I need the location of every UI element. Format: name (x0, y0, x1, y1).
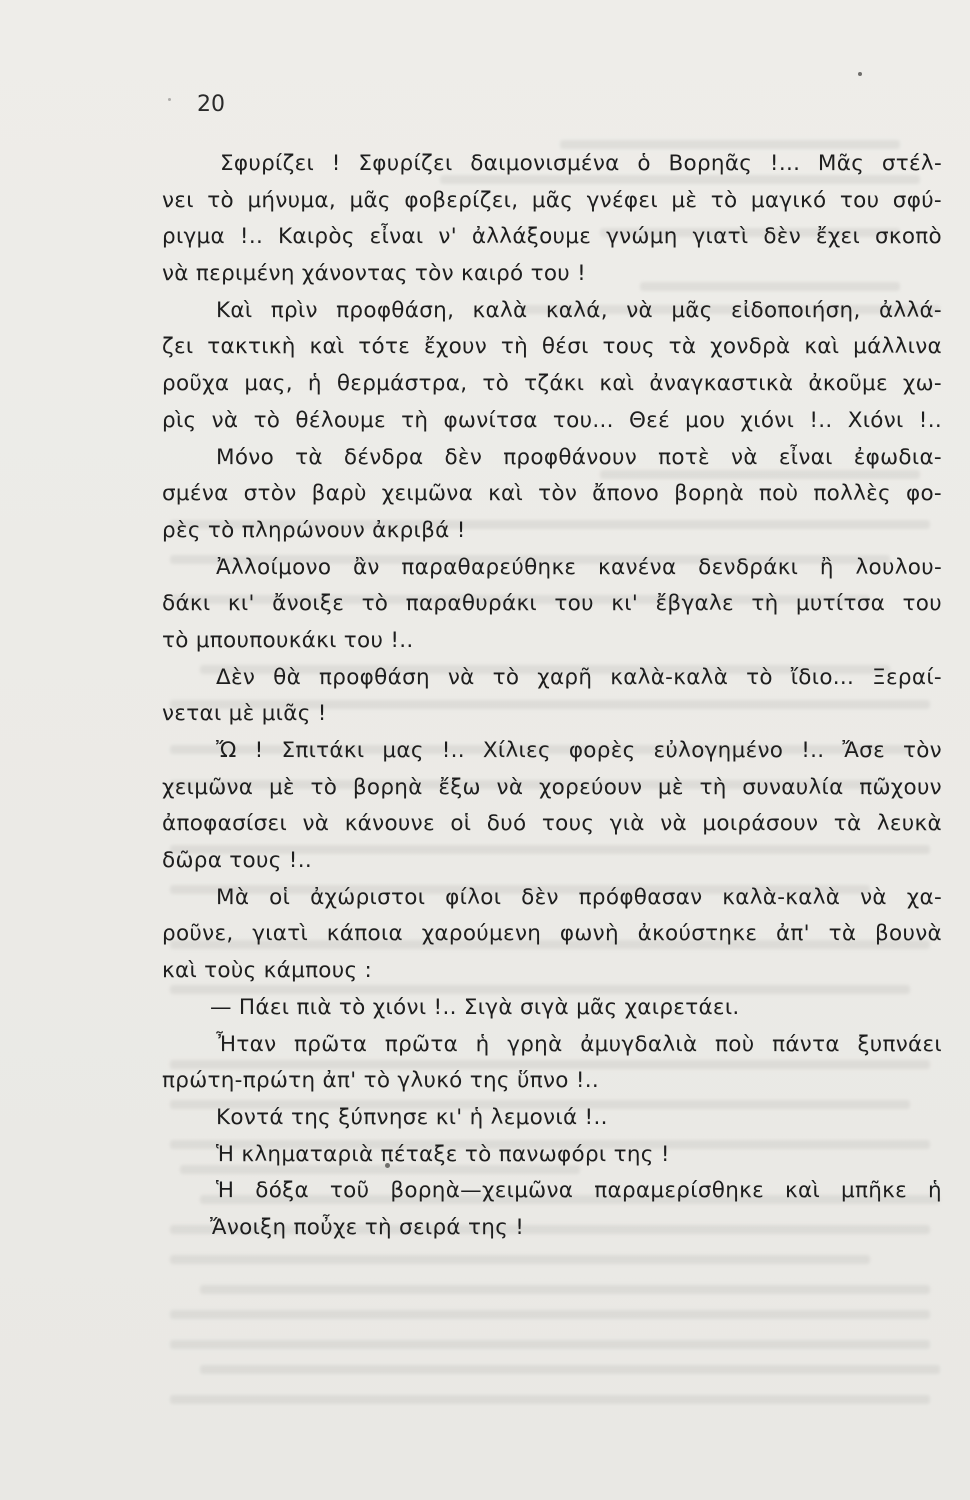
text-line: Δὲν θὰ προφθάση νὰ τὸ χαρῆ καλὰ-καλὰ τὸ ἴδιο... Ξεραί- (216, 664, 942, 690)
text-line: ριγμα !.. Καιρὸς εἶναι ν' ἀλλάξουμε γνώμη γιατὶ δὲν ἔχει σκοπὸ (162, 224, 942, 250)
text-line: δῶρα τους !.. (162, 848, 312, 874)
text-line: — Πάει πιὰ τὸ χιόνι !.. Σιγὰ σιγὰ μᾶς χαιρετάει. (210, 994, 740, 1020)
text-line: Ὤ ! Σπιτάκι μας !.. Χίλιες φορὲς εὐλογημένο !.. Ἄσε τὸν (216, 738, 942, 763)
text-line: Μόνο τὰ δένδρα δὲν προφθάνουν ποτὲ νὰ εἶναι ἐφωδια- (216, 444, 942, 470)
text-line: πρώτη-πρώτη ἀπ' τὸ γλυκό της ὕπνο !.. (162, 1068, 600, 1094)
text-line: νεται μὲ μιᾶς ! (162, 701, 327, 727)
bleed-through-mark (200, 1365, 940, 1374)
text-line: Ἀλλοίμονο ἂν παραθαρεύθηκε κανένα δενδράκι ἢ λουλου- (216, 554, 942, 580)
bleed-through-mark (170, 1255, 870, 1264)
text-line: ροῦχα μας, ἡ θερμάστρα, τὸ τζάκι καὶ ἀναγκαστικὰ ἀκοῦμε χω- (162, 371, 942, 397)
page-number: 20 (197, 92, 225, 117)
text-line: ρὲς τὸ πληρώνουν ἀκριβά ! (162, 517, 466, 543)
text-line: Κοντά της ξύπνησε κι' ἡ λεμονιά !.. (216, 1104, 608, 1130)
text-line: Ἡ κληματαριὰ πέταξε τὸ πανωφόρι της ! (216, 1141, 670, 1167)
text-line: Μὰ οἱ ἀχώριστοι φίλοι δὲν πρόφθασαν καλὰ-καλὰ νὰ χα- (216, 884, 942, 910)
text-line: δάκι κι' ἄνοιξε τὸ παραθυράκι του κι' ἔβγαλε τὴ μυτίτσα του (162, 591, 942, 617)
text-line: ροῦνε, γιατὶ κάποια χαρούμενη φωνὴ ἀκούστηκε ἀπ' τὰ βουνὰ (162, 921, 942, 947)
body-text (162, 146, 942, 1247)
paper-speck (858, 72, 862, 76)
bleed-through-mark (200, 1285, 930, 1294)
text-line: τὸ μπουπουκάκι του !.. (162, 627, 414, 653)
text-line: νει τὸ μήνυμα, μᾶς φοβερίζει, μᾶς γνέφει μὲ τὸ μαγικό του σφύ- (162, 187, 942, 213)
text-line: νὰ περιμένη χάνοντας τὸν καιρό του ! (162, 261, 587, 287)
text-line: ζει τακτικὴ καὶ τότε ἔχουν τὴ θέσι τους τὰ χονδρὰ καὶ μάλλινα (162, 334, 942, 360)
text-line: Ἦταν πρῶτα πρῶτα ἡ γρηὰ ἀμυγδαλιὰ ποὺ πάντα ξυπνάει (216, 1031, 942, 1057)
text-line: Ἄνοιξη ποὖχε τὴ σειρά της ! (210, 1214, 525, 1240)
text-line: καὶ τοὺς κάμπους : (162, 958, 373, 984)
bleed-through-mark (170, 1395, 930, 1404)
text-line: ἀποφασίσει νὰ κάνουνε οἱ δυό τους γιὰ νὰ μοιράσουν τὰ λευκὰ (162, 811, 942, 837)
paper-speck (168, 98, 171, 101)
text-line: χειμῶνα μὲ τὸ βορηὰ ἔξω νὰ χορεύουν μὲ τὴ συναυλία πῶχουν (162, 774, 942, 800)
bleed-through-mark (170, 1310, 930, 1319)
text-line: σμένα στὸν βαρὺ χειμῶνα καὶ τὸν ἄπονο βορηὰ ποὺ πολλὲς φο- (162, 481, 942, 507)
text-line: Ἡ δόξα τοῦ βορηὰ—χειμῶνα παραμερίσθηκε καὶ μπῆκε ἡ (216, 1178, 942, 1204)
text-line: ρὶς νὰ τὸ θέλουμε τὴ φωνίτσα του... Θεέ μου χιόνι !.. Χιόνι !.. (162, 407, 942, 433)
bleed-through-mark (170, 1340, 930, 1349)
text-line: Σφυρίζει ! Σφυρίζει δαιμονισμένα ὁ Βορηᾶς !... Μᾶς στέλ- (220, 151, 942, 176)
text-line: Καὶ πρὶν προφθάση, καλὰ καλά, νὰ μᾶς εἰδοποιήση, ἀλλά- (216, 297, 942, 323)
